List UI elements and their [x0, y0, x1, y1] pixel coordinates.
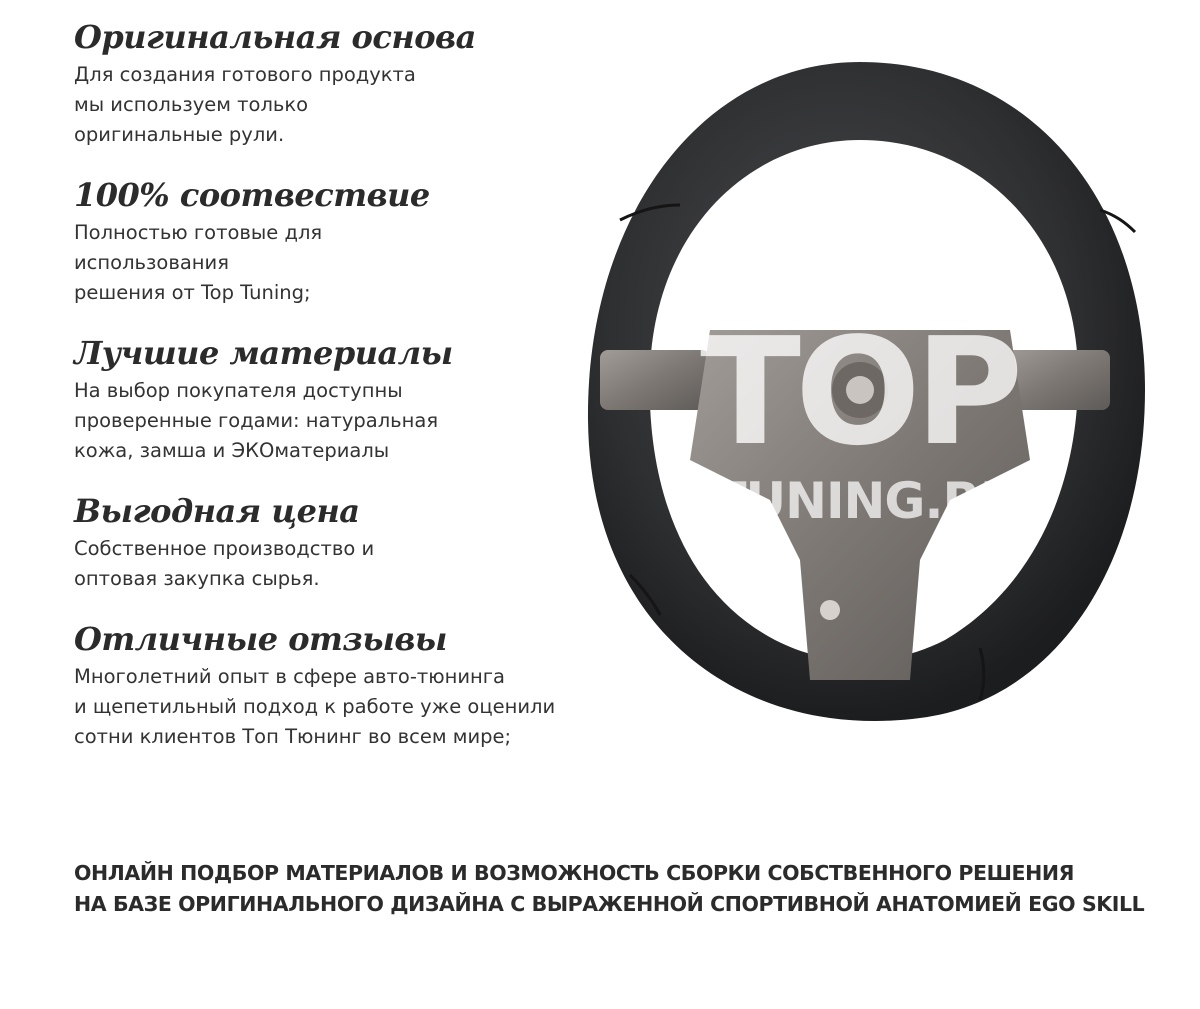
feature-price: [74, 488, 614, 594]
feature-title: Оригинальная основа: [74, 18, 476, 56]
feature-original-base: [74, 14, 614, 150]
feature-title: Лучшие материалы: [74, 334, 453, 372]
feature-text-line: Для создания готового продукта: [74, 63, 416, 86]
feature-text-line: кожа, замша и ЭКОматериалы: [74, 439, 390, 462]
banner-line-1: ОНЛАЙН ПОДБОР МАТЕРИАЛОВ И ВОЗМОЖНОСТЬ СБОРКИ СОБСТВЕННОГО РЕШЕНИЯ: [74, 861, 1075, 885]
feature-title: 100% соотвествие: [74, 176, 430, 214]
watermark-site: -TUNING.RU: [700, 472, 1020, 530]
feature-reviews: [74, 616, 614, 752]
feature-compliance: [74, 172, 614, 308]
feature-title: Отличные отзывы: [74, 620, 447, 658]
features-list: [74, 14, 614, 774]
feature-text-line: сотни клиентов Топ Тюнинг во всем мире;: [74, 725, 512, 748]
feature-text-line: и щепетильный подход к работе уже оценили: [74, 695, 556, 718]
feature-text-line: решения от Top Tuning;: [74, 281, 311, 304]
bottom-banner: [74, 858, 1184, 920]
feature-text-line: оптовая закупка сырья.: [74, 567, 320, 590]
feature-materials: [74, 330, 614, 466]
feature-text-line: Полностью готовые для: [74, 221, 323, 244]
feature-text-line: использования: [74, 251, 229, 274]
feature-text-line: мы используем только: [74, 93, 309, 116]
feature-text-line: оригинальные рули.: [74, 123, 285, 146]
feature-title: Выгодная цена: [74, 492, 360, 530]
feature-text-line: Многолетний опыт в сфере авто-тюнинга: [74, 665, 505, 688]
feature-text-line: Собственное производство и: [74, 537, 375, 560]
watermark-logo: TOP: [700, 306, 1018, 478]
feature-text-line: На выбор покупателя доступны: [74, 379, 403, 402]
banner-line-2: НА БАЗЕ ОРИГИНАЛЬНОГО ДИЗАЙНА С ВЫРАЖЕННОЙ СПОРТИВНОЙ АНАТОМИЕЙ EGO SKILL: [74, 892, 1145, 916]
feature-text-line: проверенные годами: натуральная: [74, 409, 439, 432]
